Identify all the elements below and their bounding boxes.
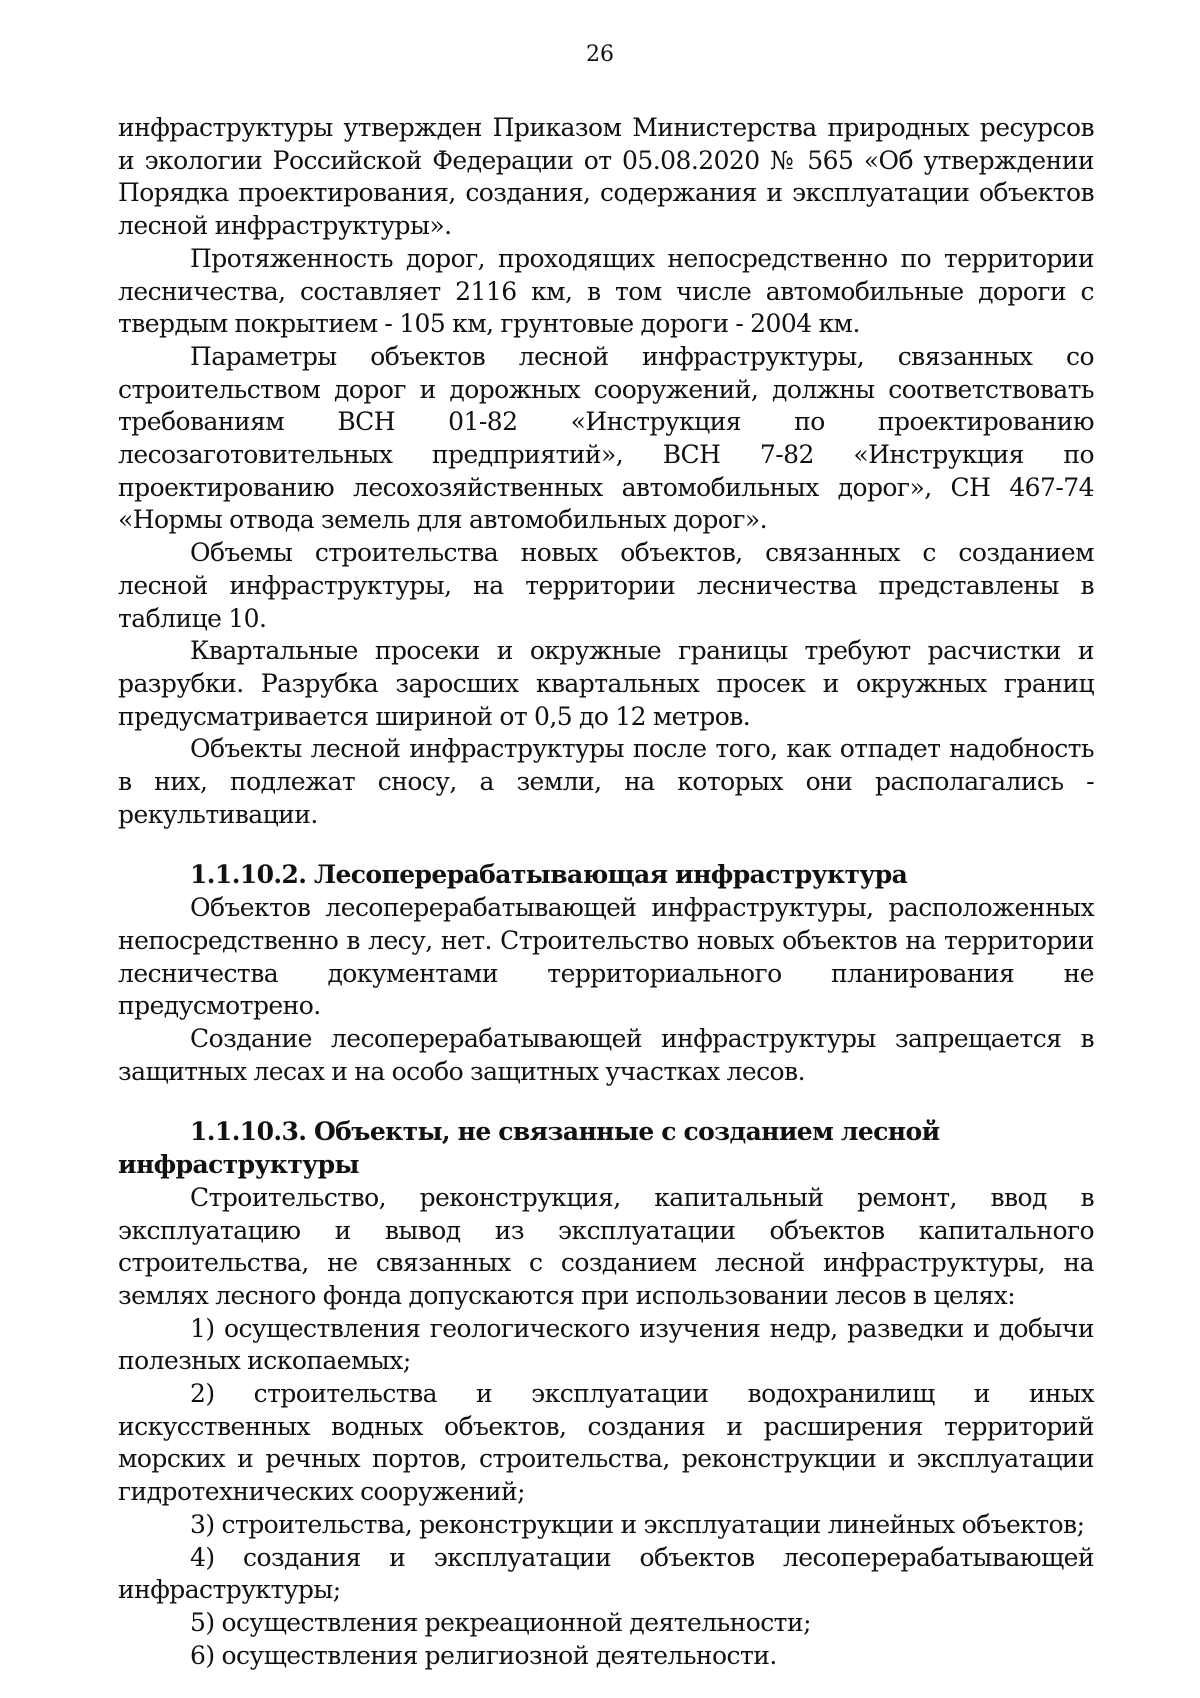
list-item: 3) строительства, реконструкции и эксплуатации линейных объектов; bbox=[190, 1509, 1085, 1539]
paragraph: инфраструктуры утвержден Приказом Министерства природных ресурсов и экологии Российской Федерации от 05.08.2020 № 565 «Об утверждении Порядка проектирования, создания, содержания и эксплуатации объектов лесной инфраструктуры». bbox=[118, 113, 1094, 241]
list-item: 2) строительства и эксплуатации водохранилищ и иных искусственных водных объектов, создания и расширения территорий морских и речных портов, строительства, реконструкции и эксплуатации гидротехнических сооружений; bbox=[118, 1379, 1094, 1507]
paragraph: Объекты лесной инфраструктуры после того, как отпадет надобность в них, подлежат сносу, а земли, на которых они располагались - рекультивации. bbox=[118, 734, 1094, 829]
list-item: 5) осуществления рекреационной деятельности; bbox=[190, 1607, 811, 1637]
paragraph: Протяженность дорог, проходящих непосредственно по территории лесничества, составляет 2116 км, в том числе автомобильные дороги с твердым покрытием - 105 км, грунтовые дороги - 2004 км. bbox=[118, 243, 1094, 339]
section-gap bbox=[118, 1088, 1094, 1116]
paragraph: Создание лесоперерабатывающей инфраструктуры запрещается в защитных лесах и на особо защитных участках лесов. bbox=[118, 1023, 1094, 1086]
paragraph: Объемы строительства новых объектов, связанных с созданием лесной инфраструктуры, на территории лесничества представлены в таблице 10. bbox=[118, 538, 1094, 633]
section-heading: 1.1.10.2. Лесоперерабатывающая инфраструктура bbox=[190, 860, 908, 890]
list-item: 6) осуществления религиозной деятельности. bbox=[190, 1640, 777, 1670]
section-heading: 1.1.10.3. Объекты, не связанные с созданием лесной инфраструктуры bbox=[118, 1117, 940, 1180]
paragraph: Объектов лесоперерабатывающей инфраструктуры, расположенных непосредственно в лесу, нет. Строительство новых объектов на территории лесничества документами территориального планирования не предусмотрено. bbox=[118, 893, 1094, 1021]
paragraph: Строительство, реконструкция, капитальный ремонт, ввод в эксплуатацию и вывод из эксплуатации объектов капитального строительства, не связанных с созданием лесной инфраструктуры, на землях лесного фонда допускаются при использовании лесов в целях: bbox=[118, 1182, 1094, 1310]
paragraph: Квартальные просеки и окружные границы требуют расчистки и разрубки. Разрубка заросших квартальных просек и окружных границ предусматривается шириной от 0,5 до 12 метров. bbox=[118, 636, 1094, 731]
document-body bbox=[118, 112, 1094, 1672]
paragraph: Параметры объектов лесной инфраструктуры, связанных со строительством дорог и дорожных сооружений, должны соответствовать требованиям ВСН 01-82 «Инструкция по проектированию лесозаготовительных предприятий», ВСН 7-82 «Инструкция по проектированию лесохозяйственных автомобильных дорог», СН 467-74 «Нормы отвода земель для автомобильных дорог». bbox=[118, 341, 1094, 535]
section-gap bbox=[118, 831, 1094, 859]
list-item: 1) осуществления геологического изучения недр, разведки и добычи полезных ископаемых; bbox=[118, 1313, 1094, 1376]
list-item: 4) создания и эксплуатации объектов лесоперерабатывающей инфраструктуры; bbox=[118, 1542, 1094, 1605]
page-number: 26 bbox=[586, 42, 614, 67]
